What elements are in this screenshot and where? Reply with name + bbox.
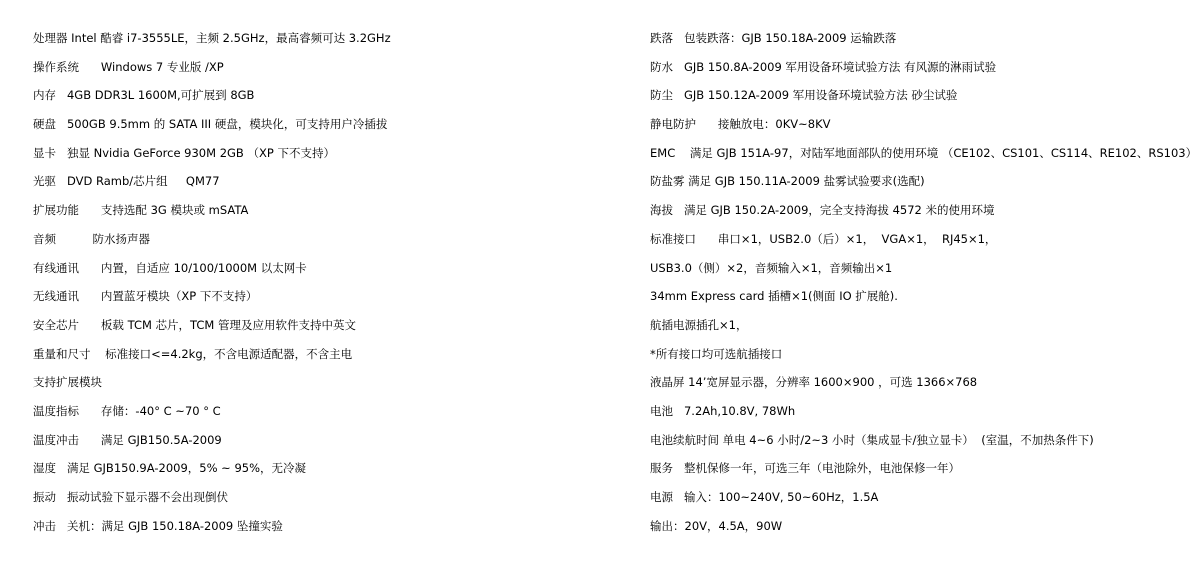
spec-line-wired (33, 259, 613, 288)
spec-text: 34mm Express card 插槽×1(侧面 IO 扩展舱). (650, 289, 898, 304)
spec-text: 液晶屏 14’宽屏显示器，分辨率 1600×900 ，可选 1366×768 (650, 375, 978, 390)
spec-text: 跌落 包装跌落：GJB 150.18A-2009 运输跌落 (650, 31, 897, 45)
spec-text: 内存 4GB DDR3L 1600M,可扩展到 8GB (33, 88, 255, 103)
spec-line-shock (33, 517, 613, 546)
spec-line-battery (650, 402, 1190, 431)
spec-line-memory (33, 86, 613, 115)
spec-text: EMC 满足 GJB 151A-97，对陆军地面部队的使用环境 （CE102、CS101、CS114、RE102、RS103） (650, 145, 1198, 160)
spec-line-humidity (33, 459, 613, 488)
spec-text: 振动 振动试验下显示器不会出现倒伏 (33, 490, 228, 504)
spec-text: 服务 整机保修一年，可选三年（电池除外，电池保修一年） (650, 461, 960, 476)
spec-text: 安全芯片 板载 TCM 芯片，TCM 管理及应用软件支持中英文 (33, 317, 357, 332)
spec-text: 冲击 关机：满足 GJB 150.18A-2009 坠撞实验 (33, 518, 283, 533)
spec-text: 扩展功能 支持选配 3G 模块或 mSATA (33, 203, 249, 218)
spec-line-disk (33, 115, 613, 144)
spec-line-processor (33, 29, 613, 58)
spec-line-expansion-modules (33, 373, 613, 402)
spec-line-salt-fog (650, 172, 1190, 201)
spec-text: 防水 GJB 150.8A-2009 军用设备环境试验方法 有风源的淋雨试验 (650, 59, 997, 74)
spec-line-security-chip (33, 316, 613, 345)
spec-text: 电池 7.2Ah,10.8V, 78Wh (650, 403, 796, 418)
spec-line-weight (33, 345, 613, 374)
spec-text: 无线通讯 内置蓝牙模块（XP 下不支持） (33, 289, 258, 304)
spec-line-power-output (650, 517, 1190, 546)
spec-line-expansion (33, 201, 613, 230)
spec-text: 处理器 Intel 酷睿 i7-3555LE，主频 2.5GHz，最高睿频可达 3.2GHz (33, 31, 391, 45)
spec-line-audio (33, 230, 613, 259)
spec-text: 显卡 独显 Nvidia GeForce 930M 2GB （XP 下不支持） (33, 145, 335, 160)
spec-text: 光驱 DVD Ramb/芯片组 QM77 (33, 174, 220, 189)
spec-line-temperature (33, 402, 613, 431)
spec-line-wireless (33, 287, 613, 316)
spec-text: 重量和尺寸 标准接口<=4.2kg，不含电源适配器，不含主电 (33, 346, 353, 361)
spec-text: 防盐雾 满足 GJB 150.11A-2009 盐雾试验要求(选配) (650, 174, 925, 189)
spec-text: 防尘 GJB 150.12A-2009 军用设备环境试验方法 砂尘试验 (650, 88, 958, 103)
spec-line-ports (650, 230, 1190, 259)
spec-line-display (650, 373, 1190, 402)
spec-text: 音频 防水扬声器 (33, 231, 151, 246)
spec-line-express-card (650, 287, 1190, 316)
spec-line-thermal-shock (33, 431, 613, 460)
spec-line-aviation-power (650, 316, 1190, 345)
spec-text: USB3.0（侧）×2，音频输入×1，音频输出×1 (650, 260, 893, 275)
spec-text: 静电防护 接触放电：0KV~8KV (650, 117, 831, 132)
spec-text: 标准接口 串口×1，USB2.0（后）×1， VGA×1， RJ45×1， (650, 231, 997, 246)
spec-line-battery-life (650, 431, 1190, 460)
spec-line-dustproof (650, 86, 1190, 115)
spec-line-usb3 (650, 259, 1190, 288)
spec-text: 海拔 满足 GJB 150.2A-2009，完全支持海拔 4572 米的使用环境 (650, 203, 995, 218)
spec-text: 温度冲击 满足 GJB150.5A-2009 (33, 432, 222, 447)
spec-text: 支持扩展模块 (33, 375, 102, 390)
left-spec-column (33, 29, 613, 545)
spec-line-drop (650, 29, 1190, 58)
spec-line-service (650, 459, 1190, 488)
spec-line-vibration (33, 488, 613, 517)
spec-text: 湿度 满足 GJB150.9A-2009，5% ~ 95%，无冷凝 (33, 461, 307, 476)
spec-line-gpu (33, 144, 613, 173)
spec-line-aviation-note (650, 345, 1190, 374)
spec-line-os (33, 58, 613, 87)
spec-text: 电池续航时间 单电 4~6 小时/2~3 小时（集成显卡/独立显卡） (室温，不加热条件下) (650, 432, 1094, 447)
spec-line-altitude (650, 201, 1190, 230)
spec-text: 操作系统 Windows 7 专业版 /XP (33, 59, 224, 74)
spec-text: 输出：20V，4.5A，90W (650, 518, 783, 533)
spec-line-optical-drive (33, 172, 613, 201)
spec-line-esd (650, 115, 1190, 144)
spec-line-waterproof (650, 58, 1190, 87)
spec-text: 有线通讯 内置，自适应 10/100/1000M 以太网卡 (33, 260, 307, 275)
spec-text: 温度指标 存储：-40° C ~70 ° C (33, 403, 221, 418)
spec-text: 航插电源插孔×1， (650, 317, 748, 332)
spec-text: *所有接口均可选航插接口 (650, 346, 783, 361)
spec-line-power-input (650, 488, 1190, 517)
spec-line-emc (650, 144, 1198, 173)
right-spec-column (650, 29, 1198, 545)
spec-text: 硬盘 500GB 9.5mm 的 SATA III 硬盘，模块化，可支持用户冷插拔 (33, 117, 388, 132)
spec-text: 电源 输入：100~240V, 50~60Hz，1.5A (650, 490, 879, 504)
